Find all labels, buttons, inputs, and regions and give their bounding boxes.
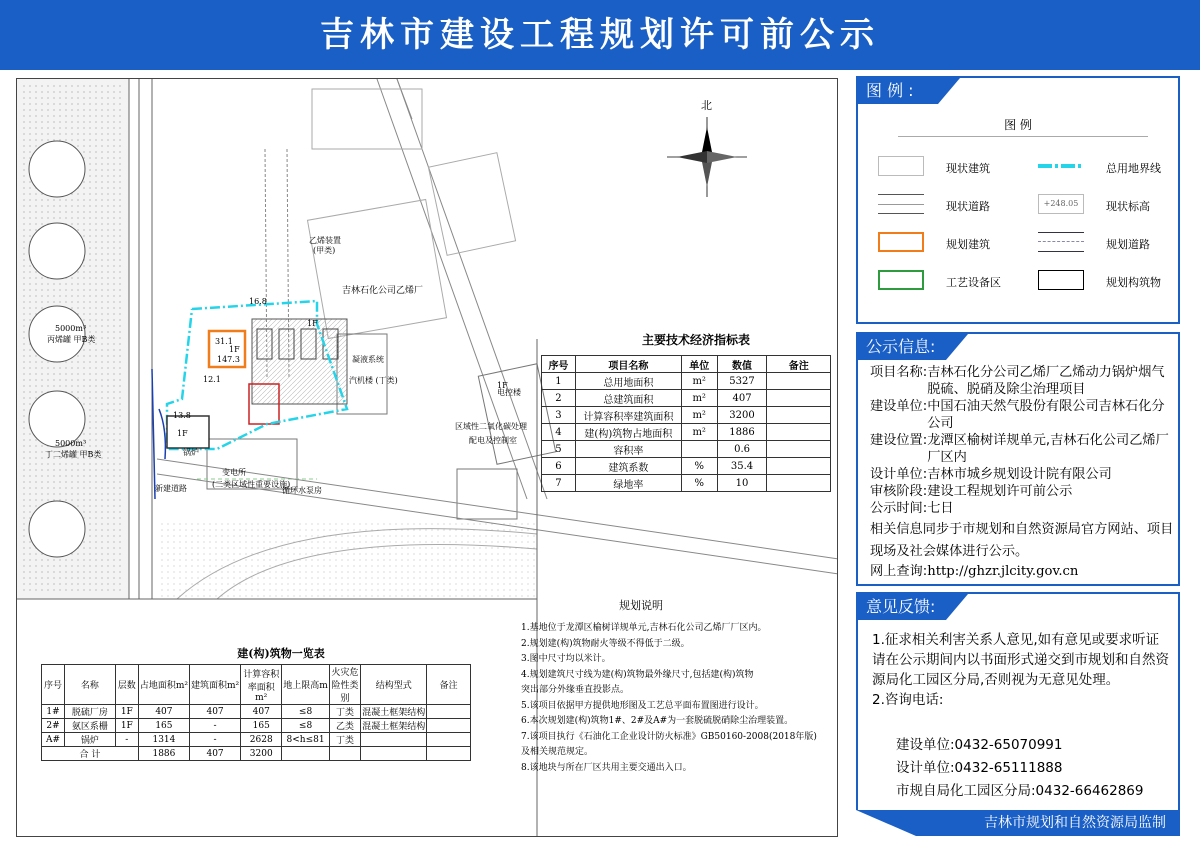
cell: 3200	[241, 747, 282, 761]
info-key: 网上查询:	[870, 564, 928, 579]
cell	[427, 733, 471, 747]
column-header: 单位	[681, 356, 717, 373]
info-value: 中国石油天然气股份有限公司吉林石化分公司	[927, 399, 1165, 431]
contact-designer: 设计单位:0432-65111888	[896, 760, 1063, 776]
column-header: 计算容积率面积m²	[241, 665, 282, 705]
tank-circle	[29, 223, 85, 279]
quench-label: 区域性二氧化碳处理	[455, 422, 527, 431]
table-row	[42, 705, 471, 719]
note-item: 突出部分外缘垂直投影点。	[521, 685, 630, 695]
legend-symbol-planned-road	[1038, 232, 1084, 252]
info-key: 建设单位:	[870, 399, 928, 414]
cell	[767, 475, 831, 492]
cell: 1886	[138, 747, 189, 761]
column-header: 项目名称	[575, 356, 681, 373]
footer-tab	[856, 810, 916, 836]
cell: 2#	[42, 719, 65, 733]
existing-building	[457, 469, 517, 519]
legend-symbol-planned-building	[878, 232, 924, 252]
cell: 丁类	[329, 705, 360, 719]
cell: 锅炉	[65, 733, 116, 747]
table-row	[542, 458, 831, 475]
cell: 容积率	[575, 441, 681, 458]
note-item: 5.该项目依据甲方提供地形图及工艺总平面布置图进行设计。	[521, 700, 764, 711]
cell: ≤8	[282, 705, 330, 719]
cell: 1F	[115, 705, 138, 719]
note-item: 3.图中尺寸均以米计。	[521, 654, 611, 664]
dim-label: 16.8	[249, 297, 267, 306]
cell: 绿地率	[575, 475, 681, 492]
tank1-sub-label: 丙烯罐 甲B类	[47, 335, 96, 344]
one-f-label: 1F	[497, 381, 508, 390]
legend-symbol-existing-elevation: +248.05	[1038, 194, 1084, 214]
cell: 建(构)筑物占地面积	[575, 424, 681, 441]
contact-bureau: 市规自局化工园区分局:0432-66462869	[896, 783, 1144, 799]
building-floor-label: 1F	[307, 319, 318, 328]
site-plan-drawing	[16, 78, 838, 837]
cell	[767, 441, 831, 458]
column-header: 火灾危险性类别	[329, 665, 360, 705]
info-key: 设计单位:	[870, 467, 928, 482]
building-table-title: 建(构)筑物一览表	[237, 647, 325, 660]
info-panel	[856, 332, 1180, 586]
cell: 165	[241, 719, 282, 733]
cell: m²	[681, 373, 717, 390]
feedback-panel	[856, 592, 1180, 810]
cell: 10	[717, 475, 767, 492]
note-item: 4.规划建筑尺寸线为建(构)筑物最外缘尺寸,包括建(构)筑物	[521, 669, 754, 680]
cell: 6	[542, 458, 576, 475]
info-value: 吉林市城乡规划设计院有限公司	[927, 467, 1112, 482]
dim-label: 13.8	[173, 411, 191, 420]
building-floor-label: 1F	[229, 345, 240, 354]
info-row-designer	[870, 466, 1175, 483]
cell: 1314	[138, 733, 189, 747]
legend-symbol-existing-building	[878, 156, 924, 176]
table-row	[542, 373, 831, 390]
cell	[681, 441, 717, 458]
cell: 407	[717, 390, 767, 407]
tank2-label: 5000m³	[55, 439, 87, 448]
cell: 总用地面积	[575, 373, 681, 390]
info-note: 相关信息同步于市规划和自然资源局官方网站、项目现场及社会媒体进行公示。	[870, 522, 1174, 559]
cell	[427, 719, 471, 733]
note-item: 8.该地块与所在厂区共用主要交通出入口。	[521, 762, 692, 773]
ethylene-unit-label: 乙烯装置	[309, 236, 341, 245]
cell	[427, 747, 471, 761]
electric-label: 电控楼	[497, 388, 521, 397]
cell: 1	[542, 373, 576, 390]
cell: 2628	[241, 733, 282, 747]
cell: 165	[138, 719, 189, 733]
road-line	[397, 79, 412, 119]
cell: 建筑系数	[575, 458, 681, 475]
cell: 2	[542, 390, 576, 407]
cell: -	[190, 733, 241, 747]
column-header: 建筑面积m²	[190, 665, 241, 705]
cell: m²	[681, 424, 717, 441]
cell	[282, 747, 330, 761]
cell: 计算容积率建筑面积	[575, 407, 681, 424]
feedback-head: 意见反馈:	[858, 594, 946, 620]
boiler-label: 锅炉	[183, 448, 199, 457]
cell: 407	[190, 747, 241, 761]
cell: 5	[542, 441, 576, 458]
legend-label: 规划建筑	[946, 238, 990, 251]
cell	[767, 390, 831, 407]
legend-symbol-planned-structure	[1038, 270, 1084, 290]
cell: 3200	[717, 407, 767, 424]
column-header: 序号	[42, 665, 65, 705]
table-row	[542, 407, 831, 424]
footer-bar: 吉林市规划和自然资源局监制	[856, 810, 1180, 836]
cell: 407	[138, 705, 189, 719]
cell: m²	[681, 390, 717, 407]
info-row-location	[870, 432, 1175, 466]
cell: 混凝土框架结构	[361, 719, 427, 733]
cell: 3	[542, 407, 576, 424]
legend-symbol-site-boundary	[1038, 164, 1084, 168]
feedback-body	[872, 630, 1172, 710]
ethylene-unit-sub-label: (甲类)	[313, 246, 336, 255]
legend-symbol-existing-road	[878, 194, 924, 214]
feedback-para-1: 1.征求相关利害关系人意见,如有意见或要求听证请在公示期间内以书面形式递交到市规划和自然资源局化工园区分局,否则视为无意见处理。	[872, 632, 1169, 688]
info-body	[870, 364, 1175, 580]
turbine-label: 汽机楼 (丁类)	[349, 376, 398, 385]
info-row-project	[870, 364, 1175, 398]
note-item: 2.规划建(构)筑物耐火等级不得低于二级。	[521, 638, 690, 649]
table-row	[42, 719, 471, 733]
column-header: 数值	[717, 356, 767, 373]
cell: 1886	[717, 424, 767, 441]
info-row-stage	[870, 483, 1175, 500]
cell: ≤8	[282, 719, 330, 733]
tank1-label: 5000m³	[55, 324, 87, 333]
cell: 脱硫厂房	[65, 705, 116, 719]
note-item: 7.该项目执行《石油化工企业设计防火标准》GB50160-2008(2018年版)	[521, 731, 817, 742]
tech-indicator-table	[541, 355, 831, 492]
cell: 407	[241, 705, 282, 719]
legend-title: 图 例	[1004, 118, 1032, 132]
legend-head: 图 例 :	[858, 78, 938, 104]
cell: m²	[681, 407, 717, 424]
north-label: 北	[701, 99, 712, 112]
cell: 1#	[42, 705, 65, 719]
legend-label: 现状道路	[946, 200, 990, 213]
info-row-builder	[870, 398, 1175, 432]
cell: 8<h≤81	[282, 733, 330, 747]
cell: 氨区系栅	[65, 719, 116, 733]
feedback-para-2: 2.咨询电话:	[872, 692, 944, 708]
column-header: 占地面积m²	[138, 665, 189, 705]
total-label: 合 计	[42, 747, 139, 761]
cell: 5327	[717, 373, 767, 390]
dim-label: 12.1	[203, 375, 221, 384]
legend-panel	[856, 76, 1180, 324]
cell	[427, 705, 471, 719]
note-item: 及相关规范规定。	[521, 747, 594, 757]
legend-label: 总用地界线	[1106, 162, 1161, 175]
info-key: 建设位置:	[870, 433, 928, 448]
new-road-label: 新建道路	[155, 484, 187, 493]
tank-circle	[29, 141, 85, 197]
info-value: 吉林石化分公司乙烯厂乙烯动力锅炉烟气脱硫、脱硝及除尘治理项目	[927, 365, 1165, 397]
cell	[767, 407, 831, 424]
column-header: 名称	[65, 665, 116, 705]
legend-label: 工艺设备区	[946, 276, 1001, 289]
cell: 总建筑面积	[575, 390, 681, 407]
cell	[767, 424, 831, 441]
table-header-row	[42, 665, 471, 705]
substation-sub-label: (二类区域性重要设施)	[212, 480, 291, 489]
cell: 35.4	[717, 458, 767, 475]
legend-divider	[898, 136, 1148, 137]
info-url-link[interactable]: http://ghzr.jlcity.gov.cn	[927, 564, 1079, 579]
column-header: 备注	[427, 665, 471, 705]
note-item: 1.基地位于龙潭区榆树详规单元,吉林石化公司乙烯厂厂区内。	[521, 623, 767, 633]
table-row	[542, 475, 831, 492]
tech-table-title: 主要技术经济指标表	[641, 333, 750, 347]
table-row	[542, 390, 831, 407]
table-total-row	[42, 747, 471, 761]
info-value: 龙潭区榆树详规单元,吉林石化公司乙烯厂厂区内	[927, 433, 1169, 465]
north-arrow-icon	[667, 117, 747, 197]
plant-label: 吉林石化公司乙烯厂	[342, 286, 424, 296]
building-floor-label: 1F	[177, 429, 188, 438]
cell	[361, 747, 427, 761]
column-header: 备注	[767, 356, 831, 373]
column-header: 序号	[542, 356, 576, 373]
planning-notes	[521, 621, 821, 776]
info-head: 公示信息:	[858, 334, 946, 360]
cell: 丁类	[329, 733, 360, 747]
cell	[767, 458, 831, 475]
legend-symbol-process-area	[878, 270, 924, 290]
column-header: 结构型式	[361, 665, 427, 705]
dim-label: 31.1	[215, 337, 233, 346]
tank-circle	[29, 501, 85, 557]
dotted-area	[157, 519, 537, 599]
page-title: 吉林市建设工程规划许可前公示	[320, 15, 880, 55]
dim-label: 147.3	[217, 355, 240, 364]
cell	[329, 747, 360, 761]
cell: 1F	[115, 719, 138, 733]
info-row-duration	[870, 500, 1175, 517]
cell: 7	[542, 475, 576, 492]
legend-label: 现状标高	[1106, 200, 1150, 213]
table-row	[542, 441, 831, 458]
cell	[767, 373, 831, 390]
header-bar	[0, 0, 1200, 70]
table-row	[42, 733, 471, 747]
cell: -	[190, 719, 241, 733]
legend-head-tab	[938, 78, 960, 104]
cell: A#	[42, 733, 65, 747]
building-list-table	[41, 664, 471, 761]
contact-list	[896, 734, 1144, 803]
condensate-label: 凝液系统	[352, 355, 384, 364]
info-value: 建设工程规划许可前公示	[927, 484, 1073, 499]
cell: 乙类	[329, 719, 360, 733]
info-key: 公示时间:	[870, 501, 928, 516]
table-header-row	[542, 356, 831, 373]
tank2-sub-label: 丁二烯罐 甲B类	[45, 450, 102, 459]
planned-building-2	[167, 416, 209, 448]
process-equipment-area	[252, 319, 347, 404]
existing-building	[307, 199, 446, 338]
circulation-label: 循环水泵房	[282, 486, 322, 495]
notes-title: 规划说明	[619, 599, 663, 612]
feedback-head-tab	[946, 594, 968, 620]
info-value: 七日	[927, 501, 954, 516]
substation-label: 变电所	[222, 468, 246, 477]
cell: %	[681, 475, 717, 492]
legend-label: 现状建筑	[946, 162, 990, 175]
contact-builder: 建设单位:0432-65070991	[896, 737, 1063, 753]
table-row	[542, 424, 831, 441]
note-item: 6.本次规划建(构)筑物1#、2#及A#为一套脱硫脱硝除尘治理装置。	[521, 716, 794, 726]
cell: %	[681, 458, 717, 475]
info-key: 审核阶段:	[870, 484, 928, 499]
info-head-tab	[946, 334, 968, 360]
info-row-url	[870, 563, 1175, 580]
info-key: 项目名称:	[870, 365, 928, 380]
existing-building	[312, 89, 422, 149]
legend-label: 规划构筑物	[1106, 276, 1161, 289]
cell: -	[115, 733, 138, 747]
cell: 407	[190, 705, 241, 719]
column-header: 层数	[115, 665, 138, 705]
cell	[361, 733, 427, 747]
new-road-line	[159, 409, 165, 459]
column-header: 地上限高m	[282, 665, 330, 705]
legend-label: 规划道路	[1106, 238, 1150, 251]
cell: 混凝土框架结构	[361, 705, 427, 719]
cell: 0.6	[717, 441, 767, 458]
dist-label: 配电及控制室	[469, 436, 517, 445]
cell: 4	[542, 424, 576, 441]
